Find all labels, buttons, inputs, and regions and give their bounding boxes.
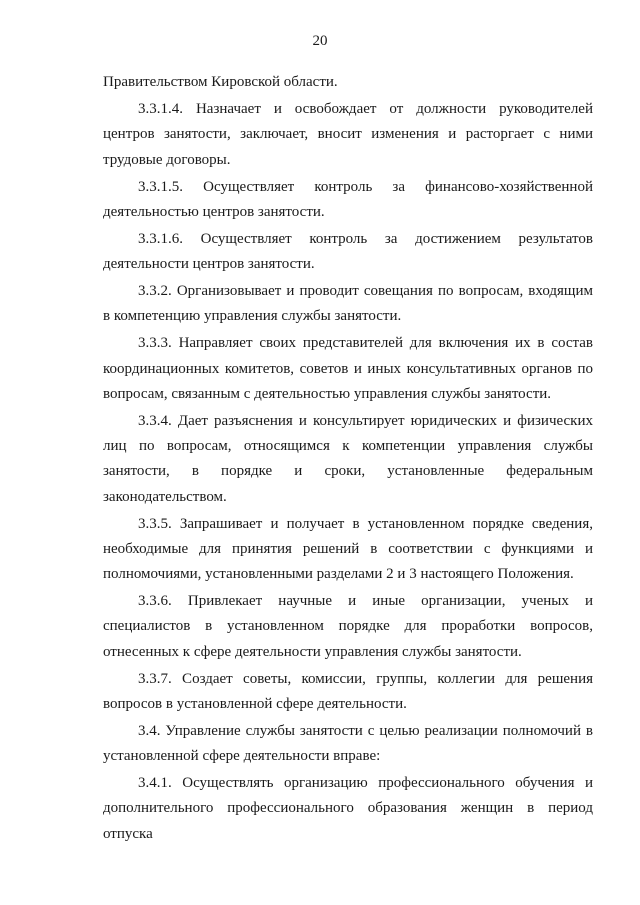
document-body [103,70,593,849]
paragraph-3-3-5: 3.3.5. Запрашивает и получает в установленном порядке сведения, необходимые для принятия решений в соответствии с функциями и полномочиями, установленными разделами 2 и 3 настоящего Положения. [103,515,593,583]
paragraph-3-3-1-4: 3.3.1.4. Назначает и освобождает от должности руководителей центров занятости, заключает, вносит изменения и расторгает с ними трудовые договоры. [103,101,593,168]
paragraph-3-3-6: 3.3.6. Привлекает научные и иные организации, ученых и специалистов в установленном порядке для проработки вопросов, отнесенных к сфере деятельности управления службы занятости. [103,593,593,660]
paragraph-3-3-3: 3.3.3. Направляет своих представителей для включения их в состав координационных комитетов, советов и иных консультативных органов по вопросам, связанным с деятельностью управления службы занятости. [103,335,593,402]
page-number: 20 [312,33,328,49]
paragraph-3-3-1-6: 3.3.1.6. Осуществляет контроль за достижением результатов деятельности центров занятости. [103,230,593,273]
paragraph-3-3-2: 3.3.2. Организовывает и проводит совещания по вопросам, входящим в компетенцию управления службы занятости. [103,283,593,325]
paragraph-3-3-1-5: 3.3.1.5. Осуществляет контроль за финансово-хозяйственной деятельностью центров занятости. [103,178,593,220]
paragraph-3-3-7: 3.3.7. Создает советы, комиссии, группы, коллегии для решения вопросов в установленной сфере деятельности. [103,670,593,712]
paragraph-continuation: Правительством Кировской области. [103,74,338,90]
paragraph-3-4-1: 3.4.1. Осуществлять организацию профессионального обучения и дополнительного профессионального образования женщин в период отпуска [103,775,593,842]
paragraph-3-3-4: 3.3.4. Дает разъяснения и консультирует юридических и физических лиц по вопросам, относящимся к компетенции управления службы занятости, в порядке и сроки, установленные федеральным законодательством. [103,412,593,505]
paragraph-3-4: 3.4. Управление службы занятости с целью реализации полномочий в установленной сфере деятельности вправе: [103,722,593,765]
